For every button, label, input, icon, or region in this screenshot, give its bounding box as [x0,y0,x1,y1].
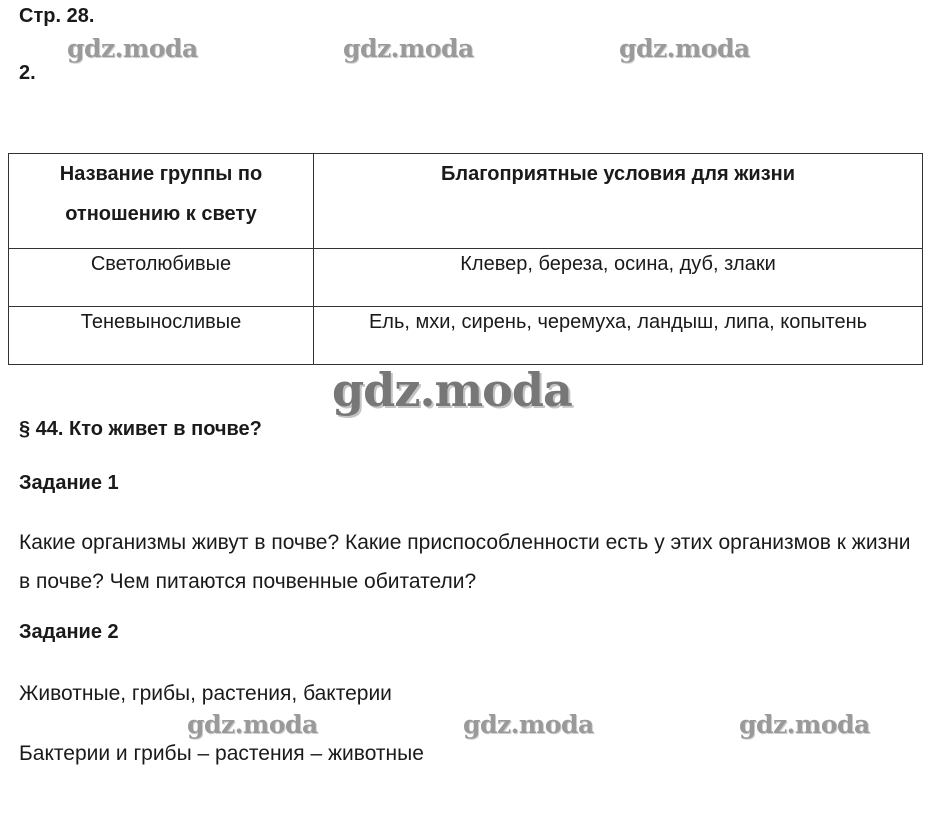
watermark-large: gdz.moda [332,363,572,417]
light-groups-table [8,153,923,365]
task2-answer-2: Бактерии и грибы – растения – животные [19,742,424,765]
watermark: gdz.moda [619,34,750,63]
table-row [9,307,923,365]
task2-title: Задание 2 [19,621,119,643]
watermark: gdz.moda [67,34,198,63]
task1-title: Задание 1 [19,472,119,494]
watermark: gdz.moda [463,710,594,739]
table-cell-group: Светолюбивые [9,249,314,307]
table-cell-conditions: Клевер, береза, осина, дуб, злаки [314,249,923,307]
section-title: § 44. Кто живет в почве? [19,418,262,440]
column-header-group [9,154,314,249]
watermark: gdz.moda [739,710,870,739]
column-header-group-line2: отношению к свету [65,203,257,225]
watermark: gdz.moda [187,710,318,739]
task-number: 2. [19,62,36,84]
column-header-group-line1: Название группы по [59,163,263,185]
page-reference: Стр. 28. [19,5,95,27]
column-header-conditions: Благоприятные условия для жизни [314,154,923,249]
task1-text: Какие организмы живут в почве? Какие приспособленности есть у этих организмов к жизни в почве? Чем питаются почвенные обитатели? [19,531,911,593]
table-header-row [9,154,923,249]
table-cell-group: Теневыносливые [9,307,314,365]
table-cell-conditions: Ель, мхи, сирень, черемуха, ландыш, липа, копытень [314,307,923,365]
task2-answer-1: Животные, грибы, растения, бактерии [19,682,392,705]
watermark: gdz.moda [343,34,474,63]
table-row [9,249,923,307]
